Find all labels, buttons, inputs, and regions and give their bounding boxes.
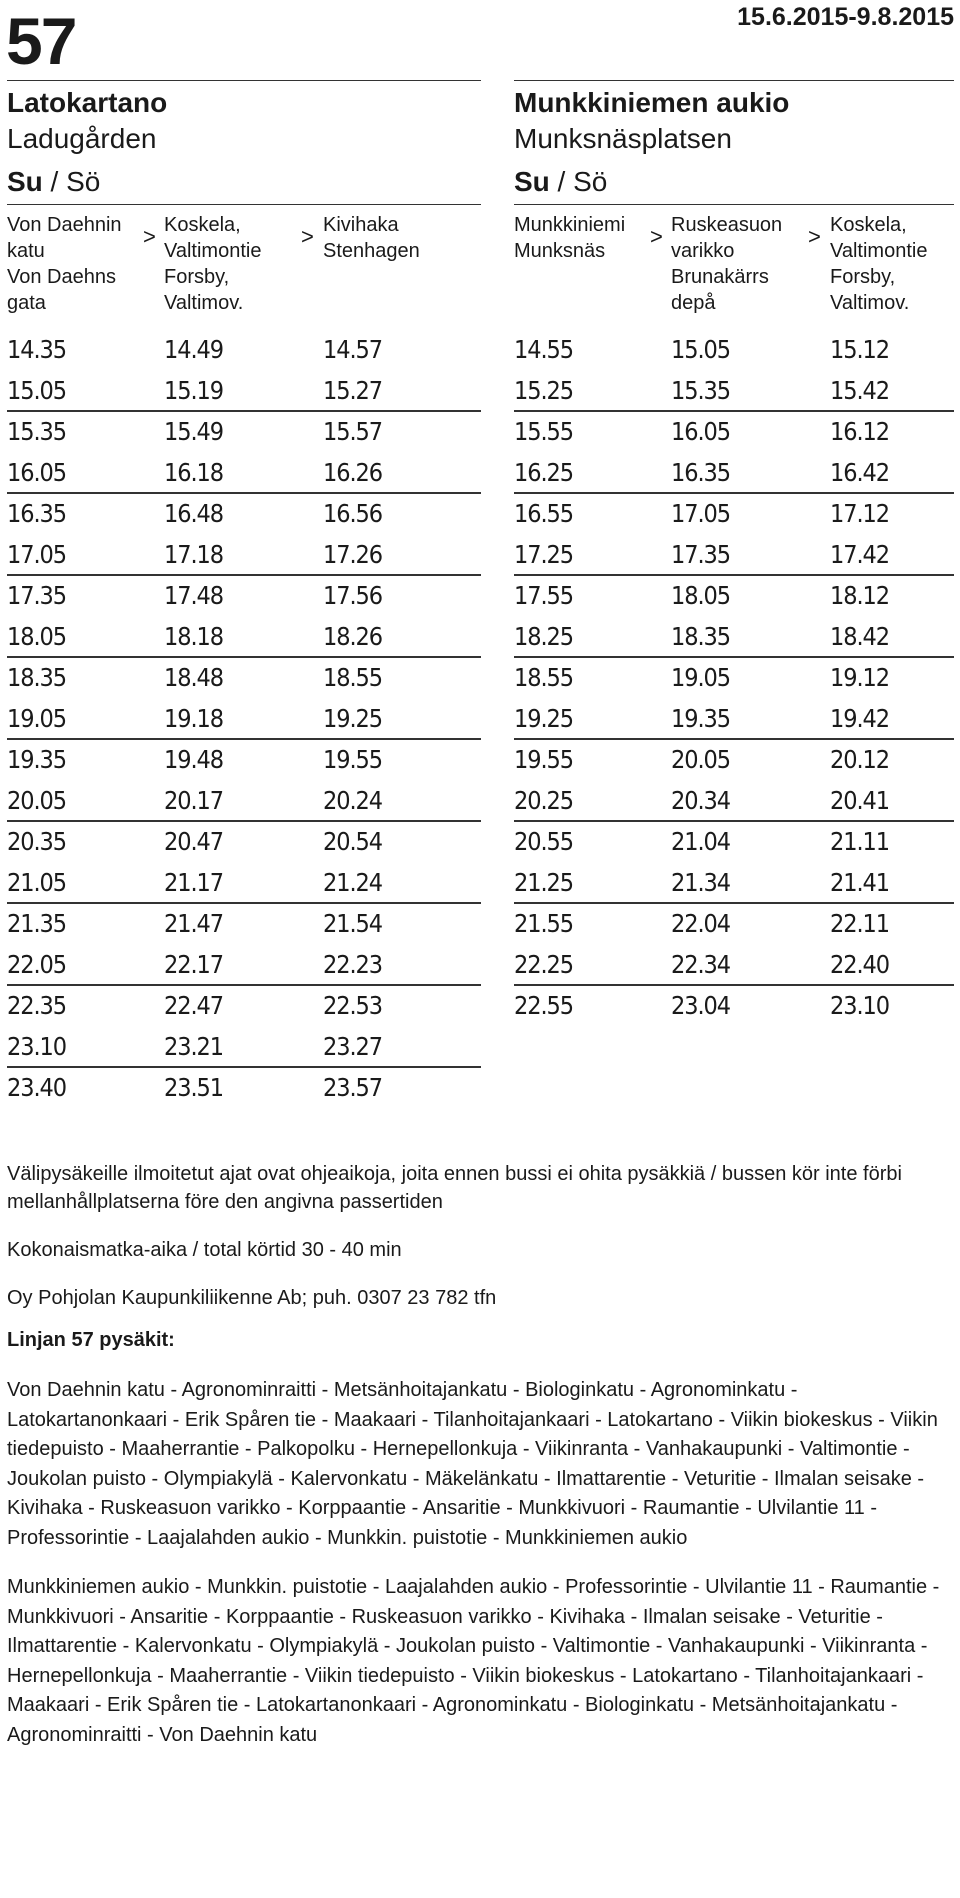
table-row bbox=[7, 453, 481, 494]
departure-time: 18.25 bbox=[514, 622, 574, 651]
day-label bbox=[7, 165, 100, 199]
departure-time: 21.05 bbox=[7, 868, 67, 897]
departure-time: 19.42 bbox=[830, 704, 890, 733]
origin-stop-sv: Munksnäsplatsen bbox=[514, 123, 732, 154]
departure-time: 17.42 bbox=[830, 540, 890, 569]
departure-time: 21.35 bbox=[7, 909, 67, 938]
departure-time: 15.05 bbox=[7, 376, 67, 405]
departure-time: 23.27 bbox=[323, 1032, 383, 1061]
column-header-1: Munkkiniemi Munksnäs bbox=[514, 214, 626, 262]
departure-time: 23.10 bbox=[830, 991, 890, 1020]
table-row bbox=[514, 904, 954, 945]
table-row bbox=[514, 371, 954, 412]
column-header-2: Koskela, Valtimontie Forsby, Valtimov. bbox=[164, 214, 262, 314]
departure-time: 17.35 bbox=[671, 540, 731, 569]
day-separator: / bbox=[42, 166, 67, 197]
departure-time: 21.54 bbox=[323, 909, 383, 938]
departure-time: 18.05 bbox=[671, 581, 731, 610]
departure-time: 18.55 bbox=[514, 663, 574, 692]
table-row bbox=[7, 740, 481, 781]
departure-time: 16.42 bbox=[830, 458, 890, 487]
stop-list-title: Linjan 57 pysäkit: bbox=[7, 1329, 175, 1351]
table-row bbox=[514, 863, 954, 904]
departure-time: 18.12 bbox=[830, 581, 890, 610]
origin-stop-fi: Munkkiniemen aukio bbox=[514, 87, 790, 118]
departure-time: 15.49 bbox=[164, 417, 224, 446]
departure-time: 16.55 bbox=[514, 499, 574, 528]
day-fi: Su bbox=[7, 166, 43, 197]
departure-time: 15.42 bbox=[830, 376, 890, 405]
departure-time: 22.05 bbox=[7, 950, 67, 979]
timing-note: Välipysäkeille ilmoitetut ajat ovat ohjeaikoja, joita ennen bussi ei ohita pysäkkiä / bussen kör inte förbi mellanhållplatserna före den angivna passertiden bbox=[7, 1163, 902, 1213]
departure-time: 17.05 bbox=[7, 540, 67, 569]
departure-time: 18.35 bbox=[671, 622, 731, 651]
departure-time: 17.55 bbox=[514, 581, 574, 610]
table-row bbox=[7, 371, 481, 412]
departure-time: 20.35 bbox=[7, 827, 67, 856]
operator-info: Oy Pohjolan Kaupunkiliikenne Ab; puh. 0307 23 782 tfn bbox=[7, 1287, 497, 1309]
departure-time: 15.35 bbox=[671, 376, 731, 405]
column-header-2: Ruskeasuon varikko Brunakärrs depå bbox=[671, 214, 783, 314]
departure-time: 17.25 bbox=[514, 540, 574, 569]
day-separator: / bbox=[549, 166, 574, 197]
table-row bbox=[7, 535, 481, 576]
table-row bbox=[7, 945, 481, 986]
direction-arrow: > bbox=[301, 224, 314, 249]
table-row bbox=[7, 781, 481, 822]
table-row bbox=[514, 781, 954, 822]
table-row bbox=[514, 330, 954, 371]
departure-time: 14.49 bbox=[164, 335, 224, 364]
departure-time: 19.48 bbox=[164, 745, 224, 774]
departure-time: 15.12 bbox=[830, 335, 890, 364]
column-header-3: Koskela, Valtimontie Forsby, Valtimov. bbox=[830, 214, 928, 314]
departure-time: 21.55 bbox=[514, 909, 574, 938]
departure-time: 23.51 bbox=[164, 1073, 224, 1102]
table-row bbox=[514, 658, 954, 699]
departure-time: 19.25 bbox=[514, 704, 574, 733]
departure-time: 23.57 bbox=[323, 1073, 383, 1102]
stop-list-inbound: Munkkiniemen aukio - Munkkin. puistotie - Laajalahden aukio - Professorintie - Ulvilantie 11 - Raumantie - Munkkivuori - Ansaritie - Korppaantie - Ruskeasuon varikko - Kivihaka - Ilmalan seisake - Veturitie - Ilmattarentie - Kalervonkatu - Olympiakylä - Joukolan puisto - Valtimontie - Vanhakaupunki - Viikinranta - Hernepellonkuja - Maaherrantie - Viikin tiedepuisto - Viikin biokeskus - Latokartano - Tilanhoitajankaari - Maakaari - Erik Spåren tie - Latokartanonkaari - Agronominkatu - Biologinkatu - Metsänhoitajankatu - Agronominraitti - Von Daehnin katu bbox=[7, 1576, 940, 1746]
departure-time: 17.26 bbox=[323, 540, 383, 569]
total-travel-time: Kokonaismatka-aika / total körtid 30 - 40 min bbox=[7, 1239, 402, 1261]
departure-time: 18.18 bbox=[164, 622, 224, 651]
departure-time: 16.12 bbox=[830, 417, 890, 446]
departure-time: 16.56 bbox=[323, 499, 383, 528]
day-sv: Sö bbox=[573, 166, 608, 197]
table-row bbox=[514, 494, 954, 535]
departure-time: 21.34 bbox=[671, 868, 731, 897]
departure-time: 19.12 bbox=[830, 663, 890, 692]
departure-time: 21.41 bbox=[830, 868, 890, 897]
direction-arrow: > bbox=[650, 224, 663, 249]
table-row bbox=[514, 576, 954, 617]
departure-time: 16.05 bbox=[7, 458, 67, 487]
departure-time: 20.12 bbox=[830, 745, 890, 774]
validity-period: 15.6.2015-9.8.2015 bbox=[737, 3, 954, 31]
departure-time: 20.25 bbox=[514, 786, 574, 815]
departure-time: 16.05 bbox=[671, 417, 731, 446]
table-row bbox=[7, 986, 481, 1027]
table-row bbox=[7, 617, 481, 658]
table-row bbox=[7, 412, 481, 453]
departure-time: 21.11 bbox=[830, 827, 890, 856]
departure-time: 17.56 bbox=[323, 581, 383, 610]
departure-time: 18.26 bbox=[323, 622, 383, 651]
table-row bbox=[514, 535, 954, 576]
departure-time: 21.47 bbox=[164, 909, 224, 938]
departure-time: 23.40 bbox=[7, 1073, 67, 1102]
table-row bbox=[7, 494, 481, 535]
departure-time: 22.34 bbox=[671, 950, 731, 979]
table-row bbox=[514, 453, 954, 494]
departure-time: 22.47 bbox=[164, 991, 224, 1020]
departure-time: 21.24 bbox=[323, 868, 383, 897]
departure-time: 22.25 bbox=[514, 950, 574, 979]
departure-time: 15.55 bbox=[514, 417, 574, 446]
day-rule bbox=[7, 204, 481, 205]
departure-time: 22.17 bbox=[164, 950, 224, 979]
departure-time: 16.25 bbox=[514, 458, 574, 487]
departure-time: 18.05 bbox=[7, 622, 67, 651]
day-sv: Sö bbox=[66, 166, 101, 197]
departure-time: 19.35 bbox=[671, 704, 731, 733]
departure-times bbox=[514, 330, 954, 1027]
timetable-munkkiniemen-aukio bbox=[514, 0, 954, 1120]
timetable-notes bbox=[7, 1160, 953, 1770]
panel-top-rule bbox=[514, 80, 954, 81]
origin-stop-sv: Ladugården bbox=[7, 123, 157, 154]
day-label bbox=[514, 165, 607, 199]
departure-time: 23.10 bbox=[7, 1032, 67, 1061]
departure-time: 23.21 bbox=[164, 1032, 224, 1061]
departure-time: 19.18 bbox=[164, 704, 224, 733]
departure-time: 17.18 bbox=[164, 540, 224, 569]
departure-time: 19.05 bbox=[671, 663, 731, 692]
departure-time: 15.25 bbox=[514, 376, 574, 405]
departure-times bbox=[7, 330, 481, 1109]
departure-time: 22.55 bbox=[514, 991, 574, 1020]
departure-time: 20.17 bbox=[164, 786, 224, 815]
table-row bbox=[7, 1027, 481, 1068]
table-row bbox=[7, 904, 481, 945]
departure-time: 20.05 bbox=[671, 745, 731, 774]
table-row bbox=[514, 945, 954, 986]
table-row bbox=[7, 658, 481, 699]
departure-time: 22.11 bbox=[830, 909, 890, 938]
departure-time: 15.19 bbox=[164, 376, 224, 405]
departure-time: 16.35 bbox=[7, 499, 67, 528]
departure-time: 14.55 bbox=[514, 335, 574, 364]
departure-time: 20.47 bbox=[164, 827, 224, 856]
departure-time: 18.55 bbox=[323, 663, 383, 692]
departure-time: 17.12 bbox=[830, 499, 890, 528]
table-row bbox=[514, 986, 954, 1027]
departure-time: 17.35 bbox=[7, 581, 67, 610]
table-row bbox=[514, 617, 954, 658]
departure-time: 21.17 bbox=[164, 868, 224, 897]
stop-list-outbound: Von Daehnin katu - Agronominraitti - Metsänhoitajankatu - Biologinkatu - Agronominkatu - Latokartanonkaari - Erik Spåren tie - Maakaari - Tilanhoitajankaari - Latokartano - Viikin biokeskus - Viikin tiedepuisto - Maaherrantie - Palkopolku - Hernepellonkuja - Viikinranta - Vanhakaupunki - Valtimontie - Joukolan puisto - Olympiakylä - Kalervonkatu - Mäkelänkatu - Ilmattarentie - Veturitie - Ilmalan seisake - Kivihaka - Ruskeasuon varikko - Korppaantie - Ansaritie - Munkkivuori - Raumantie - Ulvilantie 11 - Professorintie - Laajalahden aukio - Munkkin. puistotie - Munkkiniemen aukio bbox=[7, 1379, 938, 1549]
departure-time: 19.25 bbox=[323, 704, 383, 733]
departure-time: 17.05 bbox=[671, 499, 731, 528]
table-row bbox=[7, 863, 481, 904]
table-row bbox=[514, 740, 954, 781]
departure-time: 17.48 bbox=[164, 581, 224, 610]
departure-time: 22.23 bbox=[323, 950, 383, 979]
departure-time: 16.35 bbox=[671, 458, 731, 487]
departure-time: 20.55 bbox=[514, 827, 574, 856]
departure-time: 22.35 bbox=[7, 991, 67, 1020]
departure-time: 16.18 bbox=[164, 458, 224, 487]
column-header-3: Kivihaka Stenhagen bbox=[323, 214, 420, 262]
panel-top-rule bbox=[7, 80, 481, 81]
table-row bbox=[514, 699, 954, 740]
departure-time: 19.05 bbox=[7, 704, 67, 733]
departure-time: 16.26 bbox=[323, 458, 383, 487]
table-row bbox=[7, 330, 481, 371]
direction-arrow: > bbox=[143, 224, 156, 249]
departure-time: 22.04 bbox=[671, 909, 731, 938]
table-row bbox=[7, 576, 481, 617]
column-header-1: Von Daehnin katu Von Daehns gata bbox=[7, 214, 122, 314]
departure-time: 19.55 bbox=[514, 745, 574, 774]
departure-time: 15.05 bbox=[671, 335, 731, 364]
departure-time: 21.25 bbox=[514, 868, 574, 897]
departure-time: 22.40 bbox=[830, 950, 890, 979]
departure-time: 16.48 bbox=[164, 499, 224, 528]
direction-arrow: > bbox=[808, 224, 821, 249]
day-fi: Su bbox=[514, 166, 550, 197]
departure-time: 21.04 bbox=[671, 827, 731, 856]
timetable-latokartano bbox=[7, 0, 481, 1120]
departure-time: 15.27 bbox=[323, 376, 383, 405]
table-row bbox=[7, 699, 481, 740]
departure-time: 15.35 bbox=[7, 417, 67, 446]
table-row bbox=[514, 822, 954, 863]
table-row bbox=[7, 1068, 481, 1109]
departure-time: 20.24 bbox=[323, 786, 383, 815]
departure-time: 14.57 bbox=[323, 335, 383, 364]
departure-time: 18.42 bbox=[830, 622, 890, 651]
table-row bbox=[7, 822, 481, 863]
departure-time: 18.35 bbox=[7, 663, 67, 692]
departure-time: 20.41 bbox=[830, 786, 890, 815]
table-row bbox=[514, 412, 954, 453]
route-number: 57 bbox=[6, 4, 76, 78]
departure-time: 18.48 bbox=[164, 663, 224, 692]
departure-time: 19.55 bbox=[323, 745, 383, 774]
origin-stop-fi: Latokartano bbox=[7, 87, 168, 118]
departure-time: 22.53 bbox=[323, 991, 383, 1020]
departure-time: 20.34 bbox=[671, 786, 731, 815]
departure-time: 19.35 bbox=[7, 745, 67, 774]
departure-time: 15.57 bbox=[323, 417, 383, 446]
departure-time: 23.04 bbox=[671, 991, 731, 1020]
departure-time: 20.54 bbox=[323, 827, 383, 856]
departure-time: 14.35 bbox=[7, 335, 67, 364]
day-rule bbox=[514, 204, 954, 205]
departure-time: 20.05 bbox=[7, 786, 67, 815]
